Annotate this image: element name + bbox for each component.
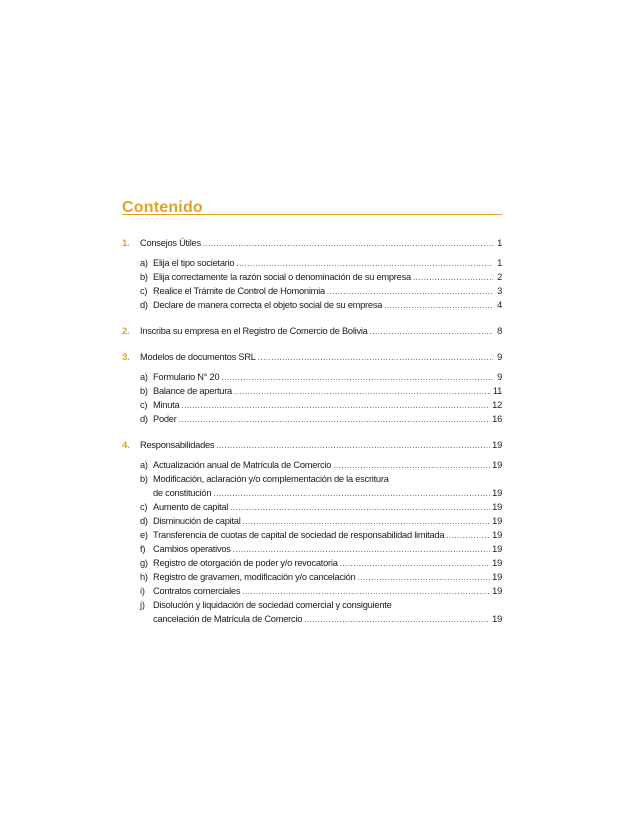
dot-leader [242, 585, 490, 599]
item-label: Minuta [153, 400, 180, 410]
toc-section-4[interactable] [122, 438, 502, 452]
toc-item[interactable] [122, 584, 502, 598]
toc-item[interactable] [122, 472, 502, 486]
section-number: 2. [122, 326, 130, 337]
item-letter: d) [140, 516, 148, 526]
page-title: Contenido [122, 199, 203, 216]
page-number: 19 [492, 614, 502, 624]
item-label: Aumento de capital [153, 502, 229, 512]
toc-item[interactable] [122, 298, 502, 312]
item-label: Contratos comerciales [153, 586, 241, 596]
item-label: Realice el Trámite de Control de Homonimia [153, 286, 325, 296]
dot-leader [304, 613, 490, 627]
toc-item[interactable] [122, 458, 502, 472]
dot-leader [179, 413, 491, 427]
toc-item[interactable] [122, 500, 502, 514]
page-number: 1 [497, 258, 502, 268]
page-number: 8 [497, 326, 502, 336]
toc-item[interactable] [122, 370, 502, 384]
item-letter: i) [140, 586, 145, 596]
toc-item[interactable] [122, 570, 502, 584]
dot-leader [213, 487, 490, 501]
page-number: 12 [492, 400, 502, 410]
item-label: Balance de apertura [153, 386, 232, 396]
page-number: 19 [492, 544, 502, 554]
page-number: 19 [492, 460, 502, 470]
item-label: Cambios operativos [153, 544, 231, 554]
item-label: Declare de manera correcta el objeto social de su empresa [153, 300, 383, 310]
toc-section-1[interactable] [122, 236, 502, 250]
page-number: 19 [492, 572, 502, 582]
item-letter: d) [140, 414, 148, 424]
item-label: Disminución de capital [153, 516, 241, 526]
dot-leader [236, 257, 493, 271]
item-letter: d) [140, 300, 148, 310]
page-number: 16 [492, 414, 502, 424]
toc-item[interactable] [122, 256, 502, 270]
item-label: Transferencia de cuotas de capital de sociedad de responsabilidad limitada [153, 530, 445, 540]
page-number: 19 [492, 516, 502, 526]
item-letter: c) [140, 286, 148, 296]
toc-item[interactable] [122, 384, 502, 398]
item-letter: f) [140, 544, 146, 554]
item-label: Actualización anual de Matrícula de Comercio [153, 460, 332, 470]
page-number: 19 [492, 488, 502, 498]
item-letter: c) [140, 502, 148, 512]
dot-leader [243, 515, 491, 529]
item-label-continued: cancelación de Matrícula de Comercio [153, 614, 303, 624]
dot-leader [370, 325, 493, 339]
toc-item[interactable] [122, 514, 502, 528]
dot-leader [413, 271, 493, 285]
toc-item[interactable] [122, 598, 502, 612]
item-label: Poder [153, 414, 177, 424]
item-letter: a) [140, 372, 148, 382]
dot-leader [333, 459, 490, 473]
title-underline [122, 214, 502, 215]
item-label: Modificación, aclaración y/o complementación de la escritura [153, 474, 389, 484]
item-label: Disolución y liquidación de sociedad comercial y consiguiente [153, 600, 392, 610]
item-label: Elija correctamente la razón social o denominación de su empresa [153, 272, 411, 282]
page-number: 3 [497, 286, 502, 296]
item-label: Elija el tipo societario [153, 258, 235, 268]
item-letter: b) [140, 386, 148, 396]
dot-leader [327, 285, 493, 299]
dot-leader [181, 399, 490, 413]
toc-item[interactable] [122, 412, 502, 426]
toc-item-continuation[interactable] [122, 486, 502, 500]
section-label: Consejos Útiles [140, 238, 201, 248]
dot-leader [203, 237, 493, 251]
item-letter: b) [140, 474, 148, 484]
dot-leader [258, 351, 493, 365]
toc-item[interactable] [122, 556, 502, 570]
table-of-contents [122, 236, 502, 626]
page-number: 11 [492, 386, 502, 396]
dot-leader [384, 299, 493, 313]
page-number: 9 [497, 372, 502, 382]
item-label: Registro de otorgación de poder y/o revocatoria [153, 558, 338, 568]
page-number: 2 [497, 272, 502, 282]
section-label: Inscriba su empresa en el Registro de Comercio de Bolivia [140, 326, 368, 336]
toc-item[interactable] [122, 542, 502, 556]
dot-leader [233, 543, 490, 557]
item-label: Registro de gravamen, modificación y/o cancelación [153, 572, 356, 582]
toc-item[interactable] [122, 528, 502, 542]
toc-item[interactable] [122, 284, 502, 298]
item-letter: a) [140, 460, 148, 470]
section-number: 3. [122, 352, 130, 363]
page-number: 9 [497, 352, 502, 362]
item-label: Formulario N° 20 [153, 372, 220, 382]
item-letter: b) [140, 272, 148, 282]
page-number: 19 [492, 440, 502, 450]
item-letter: a) [140, 258, 148, 268]
section-number: 4. [122, 440, 130, 451]
dot-leader [234, 385, 491, 399]
dot-leader [446, 529, 490, 543]
toc-section-3[interactable] [122, 350, 502, 364]
dot-leader [216, 439, 490, 453]
dot-leader [230, 501, 490, 515]
page-number: 19 [492, 502, 502, 512]
page-number: 19 [492, 558, 502, 568]
item-letter: e) [140, 530, 148, 540]
section-number: 1. [122, 238, 130, 249]
page-number: 19 [492, 586, 502, 596]
page-number: 1 [497, 238, 502, 248]
page-number: 4 [497, 300, 502, 310]
section-label: Responsabilidades [140, 440, 215, 450]
dot-leader [340, 557, 491, 571]
dot-leader [221, 371, 493, 385]
toc-item[interactable] [122, 270, 502, 284]
toc-item-continuation[interactable] [122, 612, 502, 626]
page-number: 19 [492, 530, 502, 540]
item-letter: g) [140, 558, 148, 568]
item-letter: h) [140, 572, 148, 582]
item-letter: j) [140, 600, 145, 610]
toc-item[interactable] [122, 398, 502, 412]
dot-leader [357, 571, 490, 585]
toc-section-2[interactable] [122, 324, 502, 338]
section-label: Modelos de documentos SRL [140, 352, 256, 362]
item-letter: c) [140, 400, 148, 410]
item-label-continued: de constitución [153, 488, 212, 498]
